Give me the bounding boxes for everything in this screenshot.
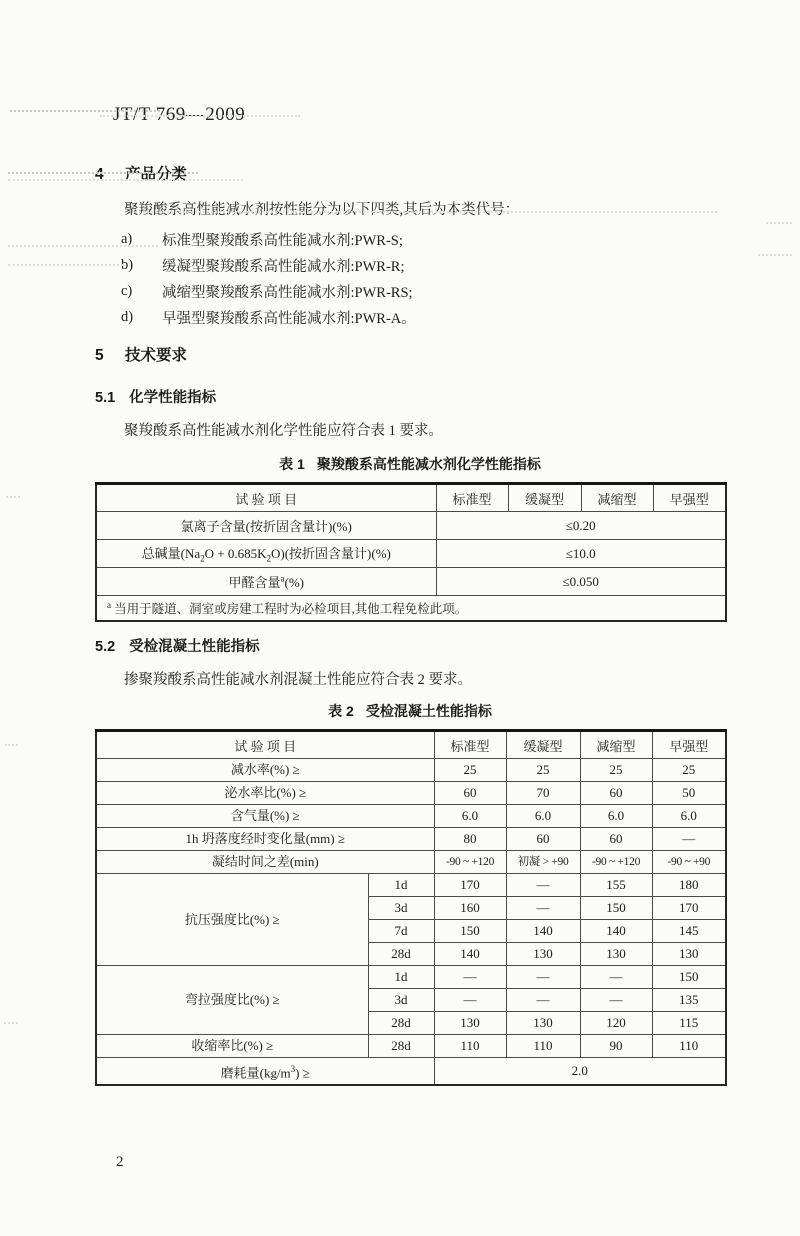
formaldehyde-text: (%) [284,575,304,590]
row-value-formaldehyde: ≤0.050 [436,568,726,596]
cell-value: 115 [652,1012,726,1035]
table-row-water-reduction [96,759,726,782]
cell-value: 60 [580,782,652,805]
table-header-row [96,731,726,759]
section-5-1-title: 化学性能指标 [129,390,217,406]
row-item-shrinkage: 收缩率比(%) ≥ [96,1035,368,1058]
table-header-row [96,484,726,512]
table-row-air-content [96,805,726,828]
cell-value: 140 [434,943,506,966]
scan-artifact [100,115,300,117]
cell-value: — [434,989,506,1012]
row-item: 1h 坍落度经时变化量(mm) ≥ [96,828,434,851]
column-header-type: 早强型 [653,484,726,512]
age-label: 7d [368,920,434,943]
scan-artifact [5,744,18,746]
alkali-text: O)(按折固含量计)(%) [270,546,391,562]
cell-value: 90 [580,1035,652,1058]
classification-list [121,226,800,330]
scan-artifact [10,110,160,112]
table-1-caption-title: 聚羧酸系高性能减水剂化学性能指标 [316,456,541,472]
concrete-performance-table [95,729,727,1086]
subscript: 2 [200,553,205,564]
table-row-bleeding-ratio [96,782,726,805]
column-header-type: 早强型 [652,731,726,759]
cell-value: -90 ~ +120 [580,851,652,874]
cell-value: 60 [434,782,506,805]
cell-value: — [506,989,580,1012]
list-item-label: b) [121,256,134,273]
cell-value: 135 [652,989,726,1012]
cell-value: 120 [580,1012,652,1035]
classification-intro: 聚羧酸系高性能减水剂按性能分为以下四类,其后为本类代号： [124,202,520,218]
table-footnote-row [96,596,726,622]
cell-value: -90 ~ +120 [434,851,506,874]
abrasion-text: ) ≥ [295,1065,310,1081]
cell-value: 140 [506,920,580,943]
footnote-marker: a [107,599,111,610]
subscript: 2 [266,553,271,564]
list-item-label: a) [121,230,133,247]
cell-value: 25 [652,759,726,782]
scan-artifact [6,496,20,498]
age-label: 28d [368,1012,434,1035]
column-header-type: 减缩型 [580,731,652,759]
cell-value: 145 [652,920,726,943]
cell-value: 6.0 [506,805,580,828]
page-number: 2 [116,1154,124,1170]
alkali-text: 总碱量(Na [141,546,201,562]
section-4-title: 产品分类 [125,166,188,183]
cell-value: 140 [580,920,652,943]
cell-value: — [580,966,652,989]
list-item-text: 减缩型聚羧酸系高性能减水剂:PWR-RS; [162,284,413,301]
cell-value: 60 [580,828,652,851]
cell-value: 160 [434,897,506,920]
column-header-item: 试 验 项 目 [96,731,434,759]
cell-value: 130 [652,943,726,966]
cell-value: 130 [434,1012,506,1035]
chemical-performance-table [95,482,727,622]
column-header-type: 减缩型 [581,484,653,512]
cell-value: 110 [434,1035,506,1058]
table-row-slump-change [96,828,726,851]
row-item-alkali [96,540,436,568]
table-row-compressive-1d [96,874,726,897]
scan-artifact [766,222,792,224]
cell-value: — [434,966,506,989]
cell-value: 25 [506,759,580,782]
row-item-chloride: 氯离子含量(按折固含量计)(%) [96,512,436,540]
section-5-1-heading [95,386,800,407]
table-1-footnote [96,596,726,622]
section-4-number: 4 [95,166,104,183]
cell-value: 110 [506,1035,580,1058]
section-5-heading [95,343,800,365]
cell-value: 155 [580,874,652,897]
document-page [0,104,800,1086]
cell-value: 6.0 [434,805,506,828]
cell-value-abrasion: 2.0 [434,1058,726,1086]
superscript: a [280,573,285,584]
cell-value: 25 [580,759,652,782]
table-row-shrinkage [96,1035,726,1058]
table-1-caption-number: 表 1 [279,456,305,472]
cell-value: — [580,989,652,1012]
cell-value: 60 [506,828,580,851]
list-item-label: d) [121,308,134,325]
cell-value: 170 [434,874,506,897]
scan-artifact [8,179,243,181]
section-5-2-paragraph: 掺聚羧酸系高性能减水剂混凝土性能应符合表 2 要求。 [124,672,472,688]
list-item [121,304,800,330]
age-label: 1d [368,874,434,897]
row-item: 减水率(%) ≥ [96,759,434,782]
column-header-type: 缓凝型 [508,484,581,512]
column-header-item: 试 验 项 目 [96,484,436,512]
table-row-flexural-1d [96,966,726,989]
column-header-type: 缓凝型 [506,731,580,759]
row-item-compressive: 抗压强度比(%) ≥ [96,874,368,966]
scan-artifact [4,1022,18,1024]
table-1-caption [95,454,725,474]
row-item: 含气量(%) ≥ [96,805,434,828]
superscript: 3 [290,1064,296,1074]
age-label: 3d [368,989,434,1012]
scan-artifact [8,172,198,174]
list-item [121,252,800,278]
cell-value: 80 [434,828,506,851]
table-row-abrasion [96,1058,726,1086]
table-2-caption [95,701,725,721]
list-item-text: 缓凝型聚羧酸系高性能减水剂:PWR-R; [162,258,405,275]
table-row [96,540,726,568]
cell-value: 150 [652,966,726,989]
cell-value: 170 [652,897,726,920]
cell-value: 25 [434,759,506,782]
list-item-text: 标准型聚羧酸系高性能减水剂:PWR-S; [162,232,403,249]
cell-value: 180 [652,874,726,897]
list-item-text: 早强型聚羧酸系高性能减水剂:PWR-A。 [162,310,416,327]
section-5-1-paragraph: 聚羧酸系高性能减水剂化学性能应符合表 1 要求。 [124,423,443,439]
age-label: 28d [368,1035,434,1058]
scan-artifact [758,254,792,256]
section-5-2-title: 受检混凝土性能指标 [129,639,260,655]
alkali-text: O + 0.685K [204,546,267,562]
cell-value: 6.0 [652,805,726,828]
section-5-2-heading [95,635,800,656]
table-row-setting-time [96,851,726,874]
scan-artifact [8,264,123,266]
list-item [121,226,800,252]
column-header-type: 标准型 [436,484,508,512]
row-value-chloride: ≤0.20 [436,512,726,540]
row-value-alkali: ≤10.0 [436,540,726,568]
row-item: 泌水率比(%) ≥ [96,782,434,805]
cell-value: — [506,874,580,897]
row-item-flexural: 弯拉强度比(%) ≥ [96,966,368,1035]
cell-value: — [652,828,726,851]
list-item [121,278,800,304]
section-5-2-number: 5.2 [95,639,116,655]
section-5-1-number: 5.1 [95,390,116,406]
formaldehyde-text: 甲醛含量 [228,575,281,590]
age-label: 1d [368,966,434,989]
cell-value: 70 [506,782,580,805]
table-row [96,512,726,540]
cell-value: 110 [652,1035,726,1058]
abrasion-text: 磨耗量(kg/m [220,1065,291,1081]
cell-value: 150 [434,920,506,943]
standard-number: JT/T 769—2009 [113,104,246,125]
cell-value: — [506,966,580,989]
list-item-label: c) [121,282,133,299]
table-2-caption-number: 表 2 [328,703,354,719]
section-5-number: 5 [95,347,104,364]
row-item: 凝结时间之差(min) [96,851,434,874]
table-row [96,568,726,596]
scan-artifact [8,245,158,247]
table-2-caption-title: 受检混凝土性能指标 [365,703,492,719]
cell-value: 50 [652,782,726,805]
cell-value: 130 [580,943,652,966]
cell-value: 150 [580,897,652,920]
cell-value: -90 ~ +90 [652,851,726,874]
row-item-abrasion [96,1058,434,1086]
cell-value: 初凝 > +90 [506,851,580,874]
age-label: 28d [368,943,434,966]
scan-artifact [132,211,717,213]
column-header-type: 标准型 [434,731,506,759]
footnote-text: 当用于隧道、洞室或房建工程时为必检项目,其他工程免检此项。 [114,602,468,616]
row-item-formaldehyde [96,568,436,596]
section-5-title: 技术要求 [125,347,188,364]
age-label: 3d [368,897,434,920]
cell-value: — [506,897,580,920]
cell-value: 130 [506,1012,580,1035]
cell-value: 130 [506,943,580,966]
cell-value: 6.0 [580,805,652,828]
